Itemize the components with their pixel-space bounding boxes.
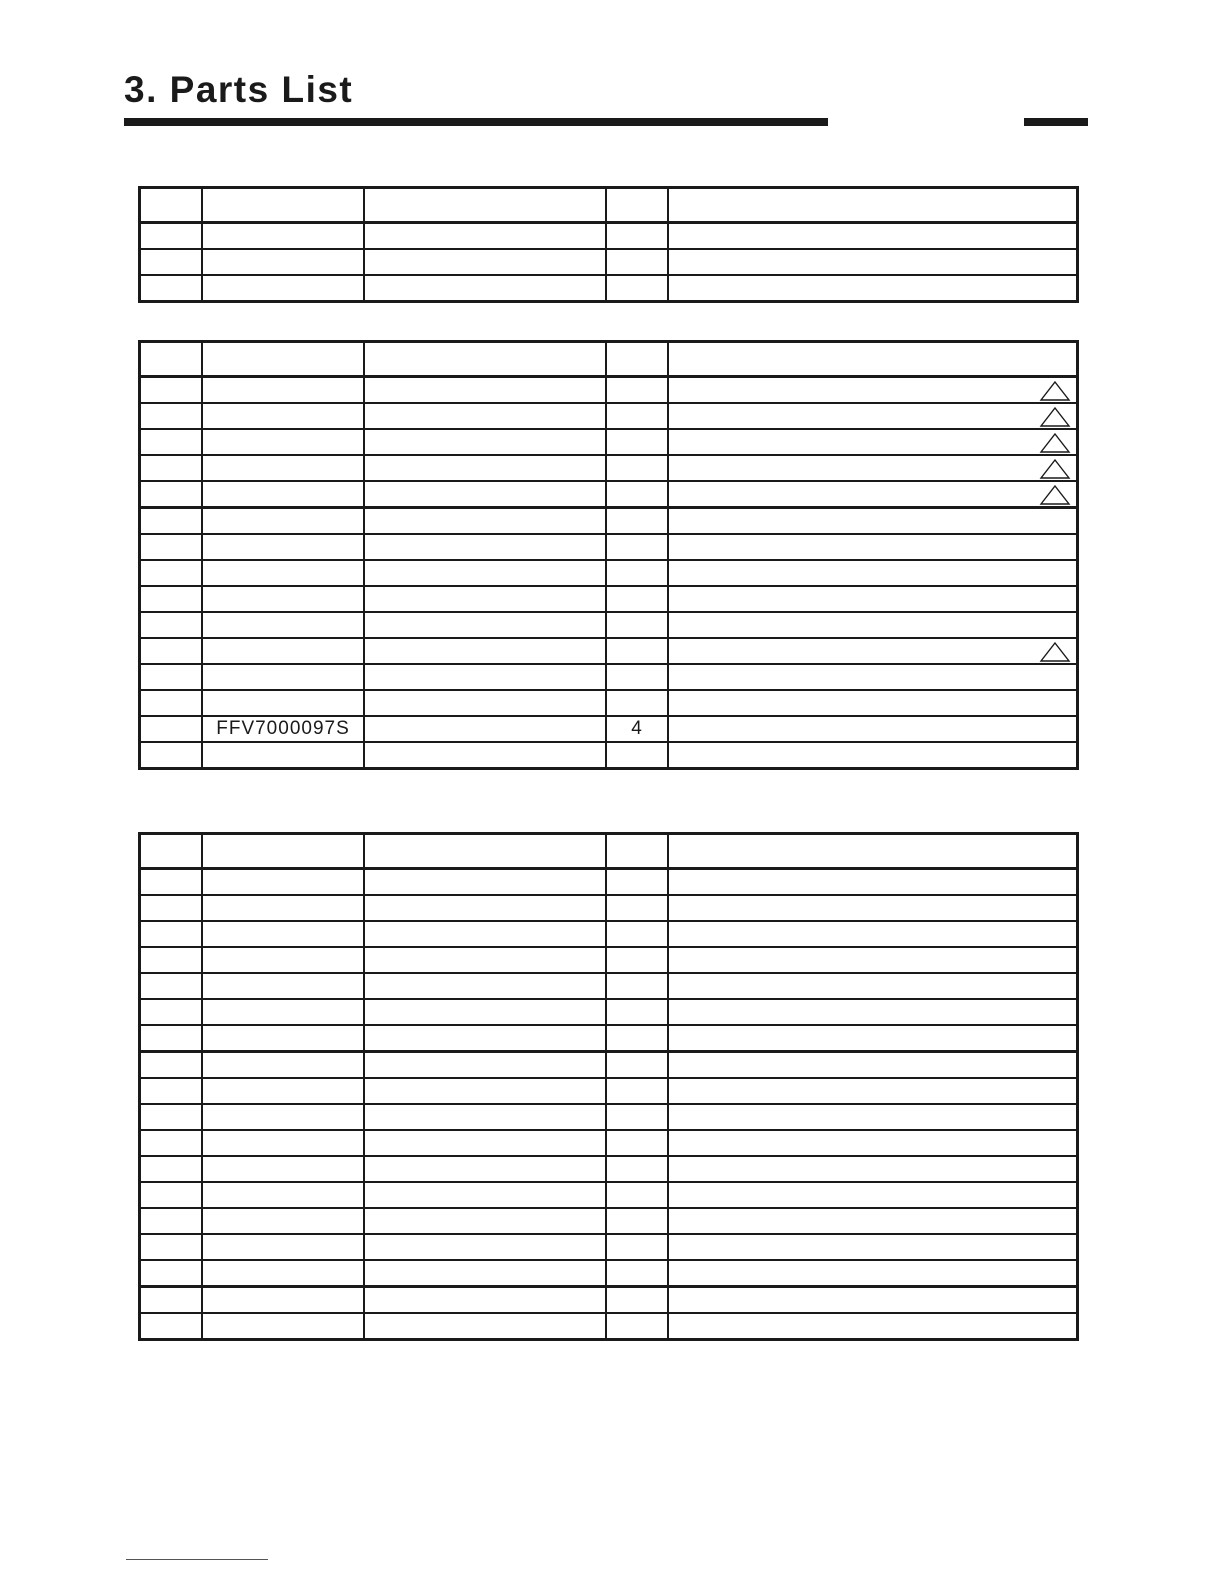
cell-qty [606,455,668,481]
cell-no [140,429,203,455]
cell-description [364,377,606,404]
cell-qty [606,1104,668,1130]
header-cell-description [364,342,606,377]
header-cell-no [140,188,203,223]
cell-description [364,1104,606,1130]
cell-qty [606,1052,668,1079]
cell-no [140,223,203,250]
cell-description [364,534,606,560]
table-row [140,1052,1078,1079]
cell-part-code [202,455,364,481]
cell-no [140,1208,203,1234]
table-row [140,895,1078,921]
cell-qty [606,403,668,429]
cell-part-code [202,895,364,921]
cell-description [364,1260,606,1287]
cell-remark [668,999,1078,1025]
cell-remark [668,429,1078,455]
table-row [140,947,1078,973]
table-row [140,1182,1078,1208]
cell-no [140,403,203,429]
cell-qty [606,664,668,690]
warning-triangle-icon [1039,406,1071,428]
cell-no [140,1130,203,1156]
cell-no [140,481,203,508]
cell-qty: 4 [606,716,668,742]
cell-part-code [202,560,364,586]
title-underline-right [1024,118,1088,126]
cell-description [364,429,606,455]
cell-part-code [202,1313,364,1340]
cell-remark [668,1182,1078,1208]
cell-description [364,1313,606,1340]
cell-remark [668,249,1078,275]
cell-qty [606,1130,668,1156]
cell-remark [668,1104,1078,1130]
cell-no [140,947,203,973]
table-row [140,534,1078,560]
cell-no [140,638,203,664]
table-row [140,638,1078,664]
cell-description [364,869,606,896]
cell-qty [606,973,668,999]
table-row [140,223,1078,250]
table-row [140,455,1078,481]
cell-qty [606,249,668,275]
cell-no [140,921,203,947]
parts-table-2 [138,340,1079,770]
cell-part-code [202,690,364,716]
table-row [140,1313,1078,1340]
cell-description [364,455,606,481]
cell-part-code [202,481,364,508]
cell-qty [606,999,668,1025]
cell-description [364,586,606,612]
cell-remark [668,1234,1078,1260]
cell-remark [668,1130,1078,1156]
cell-description [364,508,606,535]
table-row [140,586,1078,612]
cell-description [364,1234,606,1260]
cell-remark [668,716,1078,742]
cell-no [140,377,203,404]
header-cell-description [364,188,606,223]
table-row [140,690,1078,716]
cell-part-code [202,586,364,612]
cell-qty [606,895,668,921]
cell-qty [606,429,668,455]
table-row [140,999,1078,1025]
cell-remark [668,973,1078,999]
cell-remark [668,1025,1078,1052]
table-row [140,1130,1078,1156]
cell-qty [606,1260,668,1287]
cell-no [140,1025,203,1052]
cell-remark [668,664,1078,690]
table-row [140,1208,1078,1234]
cell-description [364,742,606,769]
table-header-row [140,342,1078,377]
cell-part-code [202,921,364,947]
table-row [140,1078,1078,1104]
cell-part-code [202,1104,364,1130]
cell-part-code [202,1287,364,1314]
warning-triangle-icon [1039,432,1071,454]
header-cell-code [202,188,364,223]
cell-no [140,1182,203,1208]
cell-qty [606,1078,668,1104]
cell-description [364,999,606,1025]
cell-description [364,560,606,586]
header-cell-description [364,834,606,869]
table-row [140,716,1078,742]
cell-remark [668,223,1078,250]
cell-no [140,664,203,690]
cell-description [364,1078,606,1104]
cell-qty [606,377,668,404]
footer-link-underline [126,1559,268,1560]
cell-qty [606,690,668,716]
cell-remark [668,1287,1078,1314]
header-cell-remark [668,834,1078,869]
parts-table-3 [138,832,1079,1341]
cell-qty [606,534,668,560]
cell-remark [668,1052,1078,1079]
cell-part-code [202,1025,364,1052]
cell-part-code [202,1208,364,1234]
cell-part-code [202,664,364,690]
cell-part-code [202,249,364,275]
cell-description [364,1025,606,1052]
header-cell-qty [606,188,668,223]
cell-part-code [202,508,364,535]
table-row [140,429,1078,455]
cell-remark [668,275,1078,302]
cell-part-code [202,275,364,302]
header-cell-remark [668,188,1078,223]
table-row [140,1234,1078,1260]
cell-part-code [202,612,364,638]
cell-remark [668,947,1078,973]
table-row [140,403,1078,429]
cell-description [364,690,606,716]
cell-no [140,1104,203,1130]
cell-qty [606,947,668,973]
table-row [140,377,1078,404]
cell-remark [668,1156,1078,1182]
cell-part-code [202,1156,364,1182]
cell-description [364,895,606,921]
cell-remark [668,455,1078,481]
cell-part-code [202,429,364,455]
table-row [140,1287,1078,1314]
cell-remark [668,560,1078,586]
cell-description [364,664,606,690]
table-row [140,612,1078,638]
cell-remark [668,690,1078,716]
cell-description [364,1052,606,1079]
table-row [140,742,1078,769]
cell-description [364,716,606,742]
cell-qty [606,1156,668,1182]
cell-remark [668,534,1078,560]
cell-remark [668,481,1078,508]
cell-no [140,716,203,742]
cell-qty [606,1234,668,1260]
cell-no [140,1078,203,1104]
cell-description [364,921,606,947]
cell-part-code [202,534,364,560]
cell-no [140,895,203,921]
cell-remark [668,1208,1078,1234]
cell-no [140,1052,203,1079]
cell-qty [606,1208,668,1234]
table-row [140,1104,1078,1130]
cell-qty [606,586,668,612]
cell-part-code [202,869,364,896]
cell-qty [606,223,668,250]
cell-no [140,275,203,302]
cell-no [140,560,203,586]
cell-no [140,1156,203,1182]
cell-description [364,481,606,508]
cell-qty [606,742,668,769]
cell-qty [606,1182,668,1208]
cell-no [140,999,203,1025]
cell-part-code [202,999,364,1025]
parts-table-1 [138,186,1079,303]
cell-description [364,1156,606,1182]
table-row [140,560,1078,586]
cell-part-code [202,947,364,973]
cell-remark [668,742,1078,769]
table-row [140,249,1078,275]
cell-no [140,508,203,535]
table-row [140,508,1078,535]
page-title: 3. Parts List [124,69,354,110]
cell-part-code [202,1260,364,1287]
header-cell-code [202,342,364,377]
cell-no [140,1287,203,1314]
table-row [140,1156,1078,1182]
cell-no [140,534,203,560]
cell-part-code [202,1130,364,1156]
cell-no [140,869,203,896]
cell-no [140,612,203,638]
table-row [140,275,1078,302]
cell-remark [668,1260,1078,1287]
table-row [140,1025,1078,1052]
cell-qty [606,275,668,302]
cell-remark [668,377,1078,404]
cell-qty [606,1287,668,1314]
table-row [140,481,1078,508]
table-row [140,664,1078,690]
header-cell-qty [606,342,668,377]
cell-no [140,690,203,716]
cell-qty [606,921,668,947]
cell-remark [668,508,1078,535]
cell-qty [606,481,668,508]
cell-qty [606,1025,668,1052]
cell-no [140,455,203,481]
cell-qty [606,508,668,535]
cell-part-code: FFV7000097S [202,716,364,742]
cell-no [140,1313,203,1340]
cell-description [364,1208,606,1234]
cell-part-code [202,223,364,250]
cell-description [364,249,606,275]
cell-no [140,249,203,275]
cell-part-code [202,403,364,429]
table-row [140,1260,1078,1287]
cell-description [364,1287,606,1314]
cell-description [364,1182,606,1208]
table-header-row [140,188,1078,223]
cell-remark [668,403,1078,429]
cell-description [364,403,606,429]
cell-description [364,1130,606,1156]
cell-remark [668,638,1078,664]
cell-part-code [202,1182,364,1208]
cell-part-code [202,1078,364,1104]
cell-qty [606,638,668,664]
cell-description [364,275,606,302]
cell-part-code [202,638,364,664]
header-cell-no [140,342,203,377]
header-cell-remark [668,342,1078,377]
table-row [140,973,1078,999]
cell-no [140,586,203,612]
cell-remark [668,1313,1078,1340]
cell-remark [668,869,1078,896]
cell-description [364,973,606,999]
cell-qty [606,1313,668,1340]
table-row [140,921,1078,947]
cell-description [364,223,606,250]
cell-no [140,1234,203,1260]
warning-triangle-icon [1039,641,1071,663]
cell-remark [668,1078,1078,1104]
cell-part-code [202,377,364,404]
cell-remark [668,612,1078,638]
warning-triangle-icon [1039,458,1071,480]
header-cell-qty [606,834,668,869]
table-header-row [140,834,1078,869]
warning-triangle-icon [1039,484,1071,506]
cell-description [364,638,606,664]
title-underline [124,118,828,126]
table-row [140,869,1078,896]
cell-part-code [202,1234,364,1260]
header-cell-code [202,834,364,869]
cell-part-code [202,742,364,769]
cell-no [140,1260,203,1287]
cell-part-code [202,1052,364,1079]
cell-description [364,612,606,638]
cell-remark [668,586,1078,612]
cell-no [140,742,203,769]
cell-qty [606,869,668,896]
cell-part-code [202,973,364,999]
warning-triangle-icon [1039,380,1071,402]
cell-qty [606,560,668,586]
header-cell-no [140,834,203,869]
cell-description [364,947,606,973]
cell-no [140,973,203,999]
cell-qty [606,612,668,638]
cell-remark [668,921,1078,947]
cell-remark [668,895,1078,921]
